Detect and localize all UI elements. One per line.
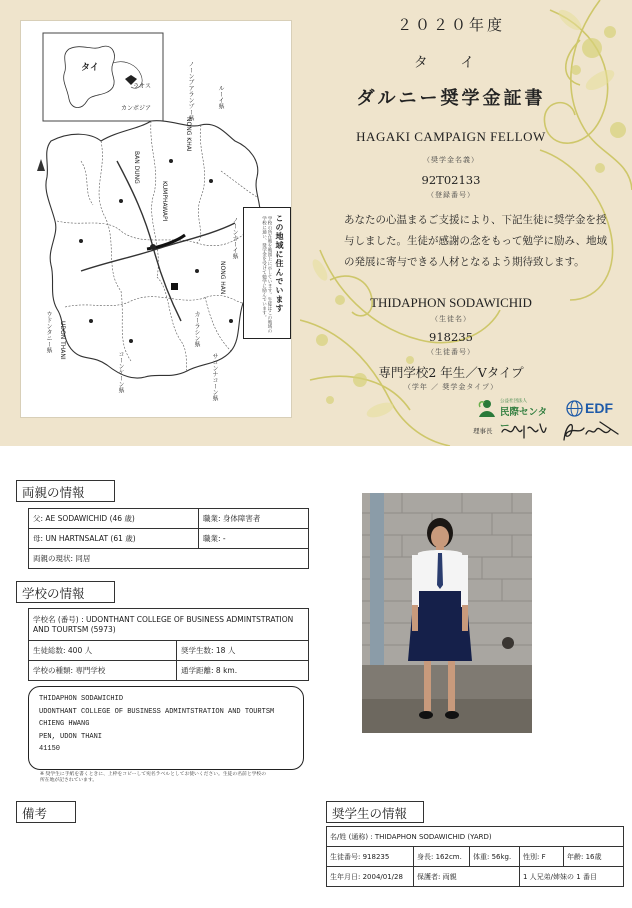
student-info-table [326, 826, 624, 887]
school-name-cell: 学校名 (番号) : UDONTHANT COLLEGE OF BUSINESS ADMINTSTRATION AND TOURTSM (5973) [29, 609, 309, 641]
scholarship-certificate [0, 0, 632, 446]
total-students-cell: 生徒総数: 400 人 [29, 641, 177, 661]
scholarship-name: HAGAKI CAMPAIGN FELLOW [356, 129, 546, 144]
scholarship-students-cell: 奨学生数: 18 人 [177, 641, 309, 661]
map-district-label: BAN DUNG [133, 151, 140, 184]
school-type-cell: 学校の種類: 専門学校 [29, 661, 177, 681]
weight-cell: 体重: 56kg. [470, 847, 520, 867]
mother-job-cell: 職業: - [199, 529, 309, 549]
chairman-label: 理事長 [473, 427, 493, 435]
map-district-label: NONG HAN [219, 261, 226, 295]
registration-number-caption: （登録番号） [427, 191, 475, 199]
parents-info-heading: 両親の情報 [16, 480, 115, 502]
map-district-label: ウドンタニー県 [45, 311, 52, 353]
edf-logo-text: EDF [585, 400, 613, 416]
student-name: THIDAPHON SODAWICHID [370, 295, 532, 310]
map-callout-text: 学校の所在地を地図上に示しています。生徒はこの地域の学校に通い、奨学金を受けて勉学に励んでいます。 [261, 216, 272, 333]
map-district-label: NONG KHAI [185, 117, 192, 152]
address-line: PEN, UDON THANI [39, 732, 103, 741]
map-inset-label-laos: ラオス [133, 83, 151, 90]
minsai-org-name: 民際センター [500, 407, 548, 432]
guardian-cell: 保護者: 両親 [414, 867, 520, 887]
school-info-heading: 学校の情報 [16, 581, 115, 603]
student-full-name-cell: 名/姓 (通称) : THIDAPHON SODAWICHID (YARD) [327, 827, 624, 847]
map-inset-label-thai: タイ [81, 63, 99, 73]
student-name-caption: （生徒名） [431, 315, 471, 323]
map-district-label: ノーンカーイ県 [231, 217, 238, 259]
certificate-message: あなたの心温まるご支援により、下記生徒に奨学金を授与しました。生徒が感謝の念をもって勉学に励み、地域の発展に寄与できる人材となるよう期待致します。 [344, 214, 608, 268]
certificate-title: ダルニー奨学金証書 [356, 88, 546, 109]
minsai-leaf-icon [476, 397, 498, 419]
grade-and-type-caption: （学年 ／ 奨学金タイプ） [403, 383, 499, 391]
scholarship-name-caption: （奨学金名義） [423, 156, 479, 164]
parents-status-cell: 両親の現状: 同居 [29, 549, 309, 569]
address-label-note: ※ 奨学生に手紙を書くときに、上枠をコピーして宛名ラベルとしてお使いください。生徒の名前と学校の所在地が記されています。 [40, 772, 267, 783]
grade-and-type: 専門学校2 年生／Vタイプ [378, 365, 524, 380]
mother-cell: 母: UN HARTNSALAT (61 歳) [29, 529, 199, 549]
map-inset-label-cambodia: カンボジア [121, 105, 152, 112]
height-cell: 身長: 162cm. [414, 847, 470, 867]
map-district-label: カーラシン県 [193, 311, 200, 347]
siblings-cell: 1 人兄弟/姉妹の 1 番目 [520, 867, 624, 887]
address-line: CHIENG HWANG [39, 720, 90, 728]
student-photo [362, 493, 532, 733]
birth-date-cell: 生年月日: 2004/01/28 [327, 867, 414, 887]
map-district-label: UDON THANI [59, 321, 66, 360]
registration-number: 92T02133 [421, 173, 481, 187]
student-number: 918235 [429, 330, 473, 344]
map-district-label: KUMPHAWAPI [161, 181, 168, 222]
map-callout-box [243, 207, 291, 339]
school-info-table [28, 608, 309, 681]
address-line: UDONTHANT COLLEGE OF BUSINESS ADMINTSTRATION AND TOURTSM [39, 707, 275, 716]
map-district-label: ノーンブアランプー県 [187, 61, 194, 121]
map-district-label: ルーイ県 [217, 85, 224, 109]
certificate-country: タ イ [413, 55, 489, 71]
student-info-heading: 奨学生の情報 [326, 801, 424, 823]
school-location-map [20, 20, 292, 418]
commute-distance-cell: 通学距離: 8 km. [177, 661, 309, 681]
minsai-org-type: 公益社団法人 [500, 399, 527, 404]
handwritten-signatures [500, 414, 622, 446]
address-line: THIDAPHON SODAWICHID [39, 695, 124, 703]
parents-info-table [28, 508, 309, 569]
map-district-label: サコンナコーン県 [211, 353, 218, 401]
mailing-address-label [28, 686, 304, 770]
student-number-cell: 生徒番号: 918235 [327, 847, 414, 867]
address-line: 41150 [39, 745, 61, 753]
remarks-heading: 備考 [16, 801, 76, 823]
certificate-year: ２０２０年度 [396, 16, 505, 34]
map-callout-title: この地域に住んでいます [275, 214, 284, 313]
father-cell: 父: AE SODAWICHID (46 歳) [29, 509, 199, 529]
student-number-caption: （生徒番号） [427, 348, 475, 356]
sex-cell: 性別: F [520, 847, 564, 867]
map-district-label: コーンケーン県 [117, 351, 124, 393]
age-cell: 年齢: 16歳 [564, 847, 624, 867]
father-job-cell: 職業: 身体障害者 [199, 509, 309, 529]
